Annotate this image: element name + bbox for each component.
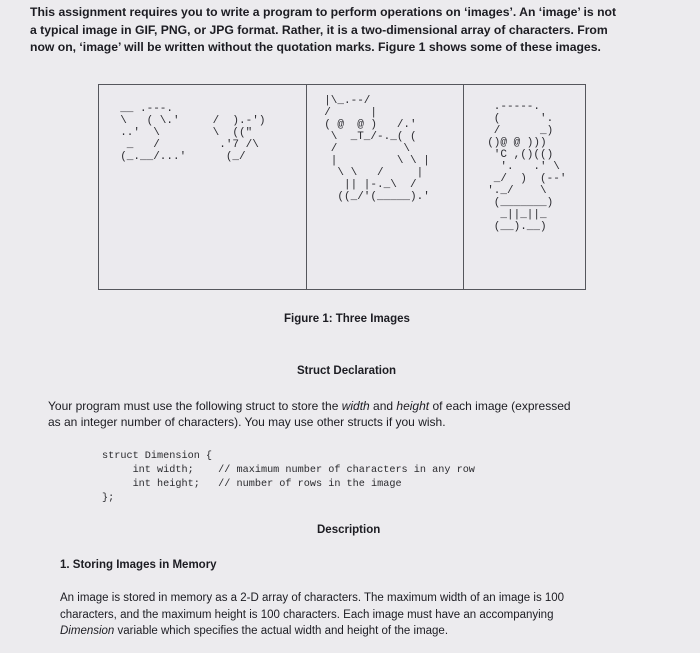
image-panel-1 — [99, 85, 306, 289]
section-title-storing-images: 1. Storing Images in Memory — [60, 559, 217, 571]
intro-line: This assignment requires you to write a program to perform operations on ‘images’. An ‘image’ is not — [30, 5, 617, 19]
ascii-art-image-3: .-----. ( '. / _) ()@ @ ))) 'C ,()(() '. .' \ _/ ) (--' '._/ \ (_______) _||_||_ (__).__) — [487, 101, 567, 233]
intro-line: a typical image in GIF, PNG, or JPG format. Rather, it is a two-dimensional array of characters. From — [30, 22, 608, 37]
text-segment: of each image (expressed — [429, 399, 571, 413]
struct-paragraph — [48, 398, 668, 430]
text-segment: Your program must use the following struct to store the — [48, 399, 342, 413]
intro-line: now on, ‘image’ will be written without the quotation marks. Figure 1 shows some of these images. — [30, 40, 601, 54]
emphasis-dimension: Dimension — [60, 625, 115, 637]
emphasis-height: height — [396, 399, 430, 413]
struct-paragraph-line-1 — [48, 398, 668, 414]
emphasis-width: width — [341, 399, 370, 413]
struct-declaration-heading: Struct Declaration — [297, 365, 397, 377]
ascii-art-image-2: |\_.--/ / | ( @ @ ) /.' \ _T_/-._( ( / \ | \ \ | \ \ / | || |-._\ / ((_/'(_____).' — [324, 95, 430, 203]
text-segment: variable which specifies the actual width and height of the image. — [114, 625, 449, 637]
section-body-line: An image is stored in memory as a 2-D array of characters. The maximum width of an image is 100 — [60, 592, 565, 604]
figure-caption: Figure 1: Three Images — [284, 313, 410, 325]
section-body — [60, 590, 680, 640]
image-panel-3 — [463, 85, 585, 289]
image-panel-2 — [306, 85, 463, 289]
struct-paragraph-line-2: as an integer number of characters). You may use other structs if you wish. — [48, 415, 446, 429]
section-body-line-3 — [60, 623, 680, 640]
struct-code-block: struct Dimension { int width; // maximum number of characters in any row int height; // number of rows in the image }; — [102, 451, 475, 504]
figure-three-images — [98, 84, 586, 290]
text-segment: and — [369, 399, 397, 413]
section-body-line: characters, and the maximum height is 100 characters. Each image must have an accompanying — [60, 608, 554, 621]
intro-paragraph — [30, 4, 680, 57]
ascii-art-image-1: __ .---. \ ( \.' / ).-') ..' \ \ ((" _ / .'7 /\ (_.__/...' (_/ — [120, 103, 266, 163]
description-heading: Description — [317, 524, 381, 536]
